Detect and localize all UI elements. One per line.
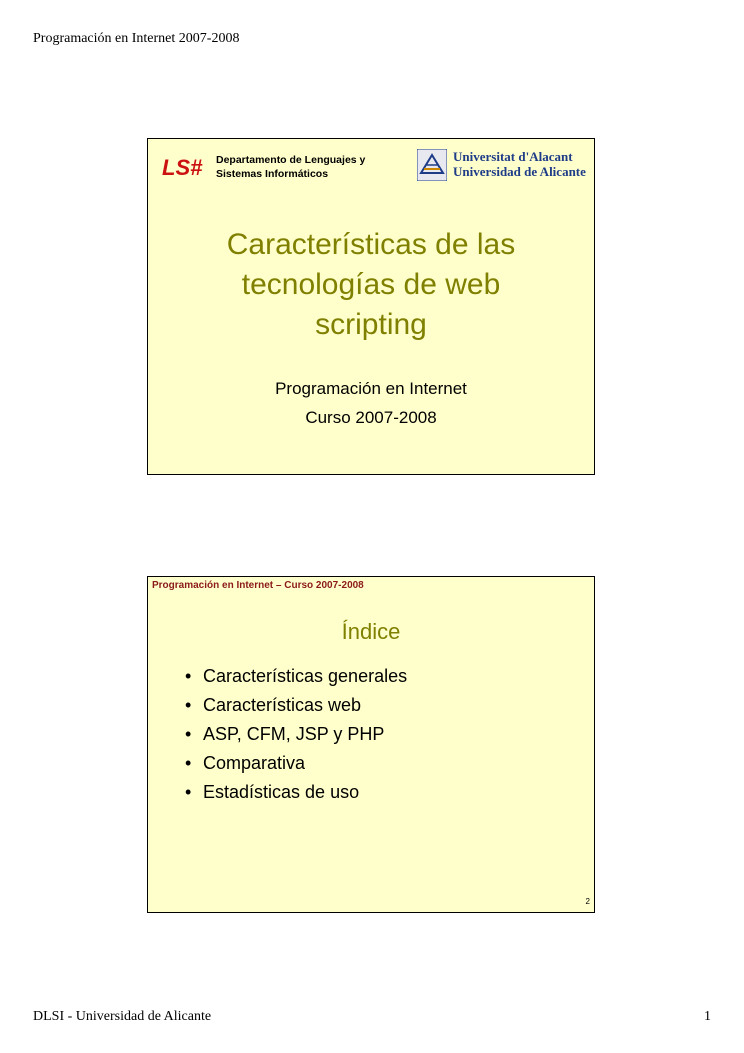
university-name <box>453 149 586 179</box>
list-item: • Características web <box>185 691 407 720</box>
bullet-list <box>185 662 407 807</box>
page-header: Programación en Internet 2007-2008 <box>33 31 240 46</box>
bullet-icon: • <box>185 695 192 715</box>
university-crest-icon <box>417 149 447 181</box>
page-footer: DLSI - Universidad de Alicante <box>33 1009 212 1024</box>
page-number: 1 <box>704 1009 711 1024</box>
slide-2-title: Índice <box>341 619 401 644</box>
subtitle-line: Programación en Internet <box>275 379 467 398</box>
list-item: • Características generales <box>185 662 407 691</box>
slide-1-subtitle <box>148 374 594 432</box>
university-line-1: Universitat d'Alacant <box>453 149 573 164</box>
bullet-icon: • <box>185 724 192 744</box>
slide-1 <box>147 138 595 475</box>
slide-number: 2 <box>585 897 590 906</box>
subtitle-line: Curso 2007-2008 <box>305 408 437 427</box>
dlsi-logo <box>160 151 212 181</box>
university-line-2: Universidad de Alicante <box>453 164 586 179</box>
title-line: Características de las <box>226 228 516 261</box>
bullet-icon: • <box>185 782 192 802</box>
slide-2 <box>147 576 595 913</box>
department-line-1: Departamento de Lenguajes y <box>216 154 366 166</box>
list-item: • ASP, CFM, JSP y PHP <box>185 720 407 749</box>
svg-text:LS#: LS# <box>162 155 203 180</box>
list-item: • Estadísticas de uso <box>185 778 407 807</box>
slide-2-header: Programación en Internet – Curso 2007-2008 <box>152 580 364 591</box>
title-line: scripting <box>315 308 427 341</box>
bullet-icon: • <box>185 753 192 773</box>
title-line: tecnologías de web <box>241 268 501 301</box>
bullet-icon: • <box>185 666 192 686</box>
department-name <box>216 153 365 181</box>
slide-1-title <box>148 225 594 345</box>
department-line-2: Sistemas Informáticos <box>216 168 329 180</box>
list-item: • Comparativa <box>185 749 407 778</box>
